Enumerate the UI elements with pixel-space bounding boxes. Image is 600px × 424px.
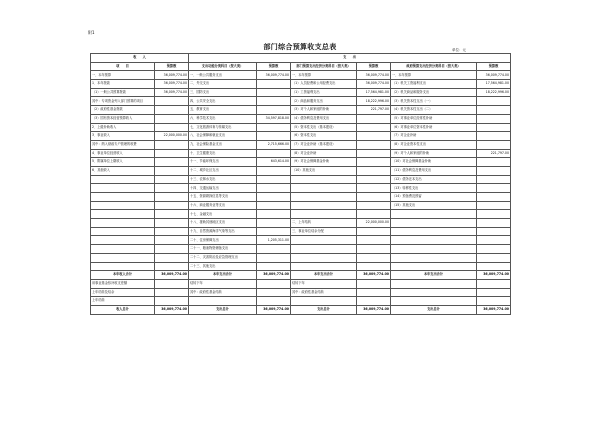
item-cell bbox=[391, 219, 477, 228]
item-cell: 十三、农林水支出 bbox=[189, 175, 257, 184]
item-cell bbox=[189, 297, 257, 306]
item-cell: 六、科学技术支出 bbox=[189, 114, 257, 123]
item-cell: （3）国有资本经营预算收入 bbox=[91, 114, 155, 123]
amount-cell bbox=[477, 297, 511, 306]
column-header: 预算数 bbox=[155, 62, 189, 71]
amount-cell bbox=[155, 158, 189, 167]
amount-cell bbox=[477, 262, 511, 271]
table-row bbox=[91, 140, 511, 149]
amount-cell bbox=[257, 132, 291, 141]
amount-cell bbox=[357, 132, 391, 141]
item-cell bbox=[291, 201, 357, 210]
amount-cell bbox=[477, 114, 511, 123]
amount-cell bbox=[155, 297, 189, 306]
amount-cell: 36,009,774.00 bbox=[257, 71, 291, 80]
item-cell: 结转下年 bbox=[291, 279, 357, 288]
item-cell bbox=[91, 210, 155, 219]
table-row bbox=[91, 245, 511, 254]
document-note: 附1 bbox=[88, 30, 95, 35]
item-cell bbox=[291, 236, 357, 245]
table-row bbox=[91, 97, 511, 106]
amount-cell bbox=[477, 253, 511, 262]
amount-cell bbox=[257, 297, 291, 306]
item-cell: （2）政府性基金拨款 bbox=[91, 106, 155, 115]
item-cell bbox=[91, 201, 155, 210]
item-cell bbox=[91, 193, 155, 202]
item-cell: 本年支出合计 bbox=[291, 271, 357, 280]
amount-cell bbox=[477, 236, 511, 245]
amount-cell: 18,222,996.00 bbox=[477, 88, 511, 97]
table-row bbox=[91, 71, 511, 80]
amount-cell bbox=[257, 166, 291, 175]
item-cell: 四、公共安全支出 bbox=[189, 97, 257, 106]
item-cell bbox=[91, 262, 155, 271]
item-cell: （1）人员经费和公用经费支出 bbox=[291, 80, 357, 89]
amount-cell bbox=[357, 166, 391, 175]
item-cell: 其中：政府性基金结转 bbox=[189, 288, 257, 297]
table-row bbox=[91, 106, 511, 115]
table-row bbox=[91, 184, 511, 193]
amount-cell bbox=[155, 149, 189, 158]
amount-cell bbox=[477, 184, 511, 193]
item-cell: （9）对社会保障基金补助 bbox=[291, 158, 357, 167]
total-row bbox=[91, 271, 511, 280]
table-row bbox=[91, 262, 511, 271]
amount-cell bbox=[357, 114, 391, 123]
item-cell bbox=[391, 297, 477, 306]
amount-cell bbox=[477, 97, 511, 106]
table-row bbox=[91, 80, 511, 89]
amount-cell bbox=[155, 288, 189, 297]
amount-cell bbox=[357, 193, 391, 202]
section-header-row bbox=[91, 54, 511, 63]
amount-cell bbox=[357, 201, 391, 210]
amount-cell bbox=[257, 149, 291, 158]
item-cell: （4）机关资本性支出（二） bbox=[391, 106, 477, 115]
amount-cell bbox=[477, 106, 511, 115]
item-cell: （1）一般公共预算拨款 bbox=[91, 88, 155, 97]
amount-cell bbox=[357, 262, 391, 271]
amount-cell bbox=[477, 132, 511, 141]
amount-cell bbox=[257, 219, 291, 228]
amount-cell bbox=[155, 279, 189, 288]
table-row bbox=[91, 114, 511, 123]
item-cell: 支出总计 bbox=[291, 305, 357, 314]
item-cell: 1．本年拨款 bbox=[91, 80, 155, 89]
item-cell bbox=[391, 253, 477, 262]
amount-cell bbox=[155, 114, 189, 123]
item-cell: 三、国防支出 bbox=[189, 88, 257, 97]
item-cell: （12）债务还本支出 bbox=[391, 175, 477, 184]
table-row bbox=[91, 193, 511, 202]
amount-cell bbox=[357, 297, 391, 306]
column-header: 支出功能分类科目（按大类） bbox=[189, 62, 257, 71]
amount-cell bbox=[155, 210, 189, 219]
amount-cell: 36,009,774.00 bbox=[477, 271, 511, 280]
amount-cell bbox=[155, 106, 189, 115]
item-cell: 十一、节能环保支出 bbox=[189, 158, 257, 167]
amount-cell: 17,564,981.00 bbox=[357, 88, 391, 97]
table-row bbox=[91, 158, 511, 167]
table-row bbox=[91, 236, 511, 245]
amount-cell bbox=[257, 184, 291, 193]
table-row bbox=[91, 219, 511, 228]
unit-label: 单位：元 bbox=[452, 48, 466, 52]
item-cell: 十二、城乡社区支出 bbox=[189, 166, 257, 175]
item-cell bbox=[91, 227, 155, 236]
amount-cell: 36,009,774.00 bbox=[155, 80, 189, 89]
table-row bbox=[91, 253, 511, 262]
item-cell: 3．事业收入 bbox=[91, 132, 155, 141]
item-cell bbox=[291, 193, 357, 202]
item-cell: （3）对个人和家庭的补助 bbox=[291, 106, 357, 115]
item-cell: （10）对社会保障基金补助 bbox=[391, 158, 477, 167]
item-cell: 其中：专项资金列入部门预算的项目 bbox=[91, 97, 155, 106]
table-row bbox=[91, 201, 511, 210]
item-cell: 九、社会保险基金支出 bbox=[189, 140, 257, 149]
amount-cell: 36,009,774.00 bbox=[155, 305, 189, 314]
amount-cell bbox=[357, 140, 391, 149]
item-cell: 上年结转 bbox=[91, 297, 155, 306]
amount-cell bbox=[477, 210, 511, 219]
item-cell: 结转下年 bbox=[189, 279, 257, 288]
column-header: 预算数 bbox=[477, 62, 511, 71]
amount-cell bbox=[257, 106, 291, 115]
item-cell: （11）债务利息及费用支出 bbox=[391, 166, 477, 175]
amount-cell bbox=[477, 279, 511, 288]
item-cell: 十、卫生健康支出 bbox=[189, 149, 257, 158]
item-cell bbox=[291, 253, 357, 262]
item-cell: 收入总计 bbox=[91, 305, 155, 314]
item-cell: （1）机关工资福利支出 bbox=[391, 80, 477, 89]
item-cell: （13）转移性支出 bbox=[391, 184, 477, 193]
item-cell: （7）对企业补助 bbox=[391, 132, 477, 141]
amount-cell bbox=[155, 245, 189, 254]
item-cell: 支出总计 bbox=[189, 305, 257, 314]
amount-cell bbox=[155, 253, 189, 262]
table-row bbox=[91, 88, 511, 97]
amount-cell bbox=[257, 175, 291, 184]
amount-cell: 17,564,981.00 bbox=[477, 80, 511, 89]
amount-cell bbox=[155, 140, 189, 149]
table-row bbox=[91, 279, 511, 288]
amount-cell: 221,797.00 bbox=[357, 106, 391, 115]
item-cell: 一、本年预算 bbox=[391, 71, 477, 80]
item-cell: 一、一般公共服务支出 bbox=[189, 71, 257, 80]
amount-cell bbox=[477, 201, 511, 210]
item-cell: （9）对个人和家庭的补助 bbox=[391, 149, 477, 158]
amount-cell bbox=[357, 227, 391, 236]
item-cell: 一、本年预算 bbox=[91, 71, 155, 80]
item-cell: （5）资本性支出（基本建设） bbox=[291, 123, 357, 132]
column-header: 预算数 bbox=[257, 62, 291, 71]
item-cell bbox=[291, 262, 357, 271]
column-header: 政府预算支出经济分类科目（按大类） bbox=[391, 62, 477, 71]
amount-cell bbox=[357, 245, 391, 254]
amount-cell bbox=[155, 227, 189, 236]
amount-cell bbox=[257, 227, 291, 236]
amount-cell bbox=[155, 175, 189, 184]
item-cell: 五、教育支出 bbox=[189, 106, 257, 115]
amount-cell: 2,715,666.00 bbox=[257, 140, 291, 149]
amount-cell: 643,614.00 bbox=[257, 158, 291, 167]
item-cell: （4）债务利息及费用支出 bbox=[291, 114, 357, 123]
item-cell bbox=[91, 219, 155, 228]
amount-cell bbox=[155, 193, 189, 202]
item-cell bbox=[291, 210, 357, 219]
amount-cell bbox=[257, 123, 291, 132]
amount-cell: 36,009,774.00 bbox=[477, 71, 511, 80]
income-section-header: 收 入 bbox=[91, 54, 189, 63]
amount-cell: 36,009,774.00 bbox=[257, 305, 291, 314]
amount-cell bbox=[357, 184, 391, 193]
amount-cell bbox=[477, 158, 511, 167]
amount-cell: 18,222,996.00 bbox=[357, 97, 391, 106]
amount-cell bbox=[357, 123, 391, 132]
item-cell bbox=[291, 175, 357, 184]
item-cell: （10）其他支出 bbox=[291, 166, 357, 175]
item-cell bbox=[391, 227, 477, 236]
amount-cell: 22,000,000.00 bbox=[357, 219, 391, 228]
item-cell: （6）资本性支出 bbox=[291, 132, 357, 141]
amount-cell: 22,000,000.00 bbox=[155, 132, 189, 141]
amount-cell bbox=[257, 210, 291, 219]
item-cell bbox=[291, 245, 357, 254]
grand-total-row bbox=[91, 305, 511, 314]
expense-section-header: 支 出 bbox=[189, 54, 511, 63]
amount-cell bbox=[357, 279, 391, 288]
item-cell: 七、文化旅游体育与传媒支出 bbox=[189, 123, 257, 132]
amount-cell bbox=[155, 184, 189, 193]
amount-cell bbox=[477, 227, 511, 236]
table-row bbox=[91, 210, 511, 219]
item-cell: 本年支出合计 bbox=[189, 271, 257, 280]
item-cell: 其中：政府性基金结转 bbox=[291, 288, 357, 297]
item-cell bbox=[391, 288, 477, 297]
amount-cell bbox=[155, 236, 189, 245]
column-header: 部门预算支出经济分类科目（按大类） bbox=[291, 62, 357, 71]
amount-cell bbox=[155, 262, 189, 271]
amount-cell bbox=[155, 123, 189, 132]
amount-cell bbox=[257, 288, 291, 297]
amount-cell bbox=[357, 288, 391, 297]
item-cell: 本年收入合计 bbox=[91, 271, 155, 280]
amount-cell bbox=[477, 140, 511, 149]
amount-cell bbox=[257, 201, 291, 210]
amount-cell bbox=[155, 166, 189, 175]
amount-cell: 221,797.00 bbox=[477, 149, 511, 158]
column-header: 预算数 bbox=[357, 62, 391, 71]
item-cell: 十六、商业服务业等支出 bbox=[189, 201, 257, 210]
amount-cell: 36,009,774.00 bbox=[155, 71, 189, 80]
item-cell bbox=[91, 236, 155, 245]
item-cell: 二十、住房保障支出 bbox=[189, 236, 257, 245]
item-cell: 二、上年结转 bbox=[291, 219, 357, 228]
table-row bbox=[91, 132, 511, 141]
item-cell: 二十二、灾害防治及应急管理支出 bbox=[189, 253, 257, 262]
item-cell bbox=[391, 245, 477, 254]
amount-cell bbox=[477, 219, 511, 228]
item-cell: 十四、交通运输支出 bbox=[189, 184, 257, 193]
budget-summary-table bbox=[90, 53, 511, 315]
item-cell: 一、本年预算 bbox=[291, 71, 357, 80]
item-cell: 其中：纳入财政专户管理的收费 bbox=[91, 140, 155, 149]
item-cell bbox=[391, 279, 477, 288]
item-cell bbox=[91, 245, 155, 254]
amount-cell bbox=[257, 262, 291, 271]
amount-cell bbox=[257, 97, 291, 106]
amount-cell bbox=[357, 149, 391, 158]
item-cell: （6）对事业单位资本性补助 bbox=[391, 123, 477, 132]
column-header-row bbox=[91, 62, 511, 71]
amount-cell: 36,009,774.00 bbox=[155, 271, 189, 280]
item-cell: （3）机关资本性支出（一） bbox=[391, 97, 477, 106]
amount-cell: 36,009,774.00 bbox=[357, 80, 391, 89]
item-cell: （7）对企业补助（基本建设） bbox=[291, 140, 357, 149]
table-row bbox=[91, 227, 511, 236]
item-cell: 本年支出合计 bbox=[391, 271, 477, 280]
amount-cell: 36,009,774.00 bbox=[357, 305, 391, 314]
amount-cell bbox=[357, 210, 391, 219]
amount-cell: 1,205,311.00 bbox=[257, 236, 291, 245]
item-cell bbox=[91, 184, 155, 193]
item-cell: 十八、援助其他地区支出 bbox=[189, 219, 257, 228]
amount-cell: 36,009,774.00 bbox=[357, 271, 391, 280]
item-cell: （8）对企业资本性支出 bbox=[391, 140, 477, 149]
amount-cell: 34,597,818.00 bbox=[257, 114, 291, 123]
item-cell bbox=[291, 297, 357, 306]
item-cell: 三、事业单位结余分配 bbox=[291, 227, 357, 236]
item-cell: 二十三、其他支出 bbox=[189, 262, 257, 271]
amount-cell bbox=[357, 236, 391, 245]
amount-cell bbox=[257, 279, 291, 288]
item-cell: （2）机关商品和服务支出 bbox=[391, 88, 477, 97]
amount-cell bbox=[477, 193, 511, 202]
item-cell: 用事业基金弥补收支差额 bbox=[91, 279, 155, 288]
item-cell: （5）对事业单位经常性补助 bbox=[391, 114, 477, 123]
item-cell bbox=[291, 184, 357, 193]
item-cell: （1）工资福利支出 bbox=[291, 88, 357, 97]
table-row bbox=[91, 288, 511, 297]
amount-cell bbox=[357, 253, 391, 262]
amount-cell bbox=[257, 193, 291, 202]
amount-cell bbox=[477, 166, 511, 175]
item-cell bbox=[91, 253, 155, 262]
item-cell: 二、外交支出 bbox=[189, 80, 257, 89]
amount-cell: 36,009,774.00 bbox=[477, 305, 511, 314]
amount-cell bbox=[477, 123, 511, 132]
amount-cell bbox=[357, 158, 391, 167]
item-cell bbox=[91, 175, 155, 184]
table-row bbox=[91, 175, 511, 184]
amount-cell bbox=[357, 175, 391, 184]
item-cell: 八、社会保障和就业支出 bbox=[189, 132, 257, 141]
amount-cell bbox=[257, 245, 291, 254]
item-cell: 5．附属单位上缴收入 bbox=[91, 158, 155, 167]
item-cell: （8）对企业补助 bbox=[291, 149, 357, 158]
item-cell: 十九、自然资源海洋气象等支出 bbox=[189, 227, 257, 236]
amount-cell bbox=[477, 245, 511, 254]
amount-cell bbox=[257, 253, 291, 262]
item-cell bbox=[391, 262, 477, 271]
document-title: 部门综合预算收支总表 bbox=[263, 43, 337, 51]
item-cell: （15）其他支出 bbox=[391, 201, 477, 210]
item-cell: 二十一、粮油物资储备支出 bbox=[189, 245, 257, 254]
item-cell: 十五、资源勘探信息等支出 bbox=[189, 193, 257, 202]
amount-cell bbox=[257, 88, 291, 97]
column-header: 项 目 bbox=[91, 62, 155, 71]
item-cell: 支出总计 bbox=[391, 305, 477, 314]
item-cell bbox=[391, 236, 477, 245]
amount-cell bbox=[155, 97, 189, 106]
item-cell: 6．其他收入 bbox=[91, 166, 155, 175]
item-cell bbox=[391, 210, 477, 219]
amount-cell bbox=[477, 175, 511, 184]
table-row bbox=[91, 123, 511, 132]
table-row bbox=[91, 149, 511, 158]
amount-cell: 36,009,774.00 bbox=[155, 88, 189, 97]
table-row bbox=[91, 166, 511, 175]
item-cell: 上年结转及结余 bbox=[91, 288, 155, 297]
amount-cell bbox=[477, 288, 511, 297]
amount-cell: 36,009,774.00 bbox=[357, 71, 391, 80]
item-cell: 十七、金融支出 bbox=[189, 210, 257, 219]
amount-cell bbox=[155, 201, 189, 210]
item-cell: （2）商品和服务支出 bbox=[291, 97, 357, 106]
item-cell: 2．上级补助收入 bbox=[91, 123, 155, 132]
amount-cell bbox=[155, 219, 189, 228]
item-cell: （14）预备费及预留 bbox=[391, 193, 477, 202]
amount-cell: 36,009,774.00 bbox=[257, 271, 291, 280]
amount-cell bbox=[257, 80, 291, 89]
table-row bbox=[91, 297, 511, 306]
item-cell: 4．事业单位经营收入 bbox=[91, 149, 155, 158]
